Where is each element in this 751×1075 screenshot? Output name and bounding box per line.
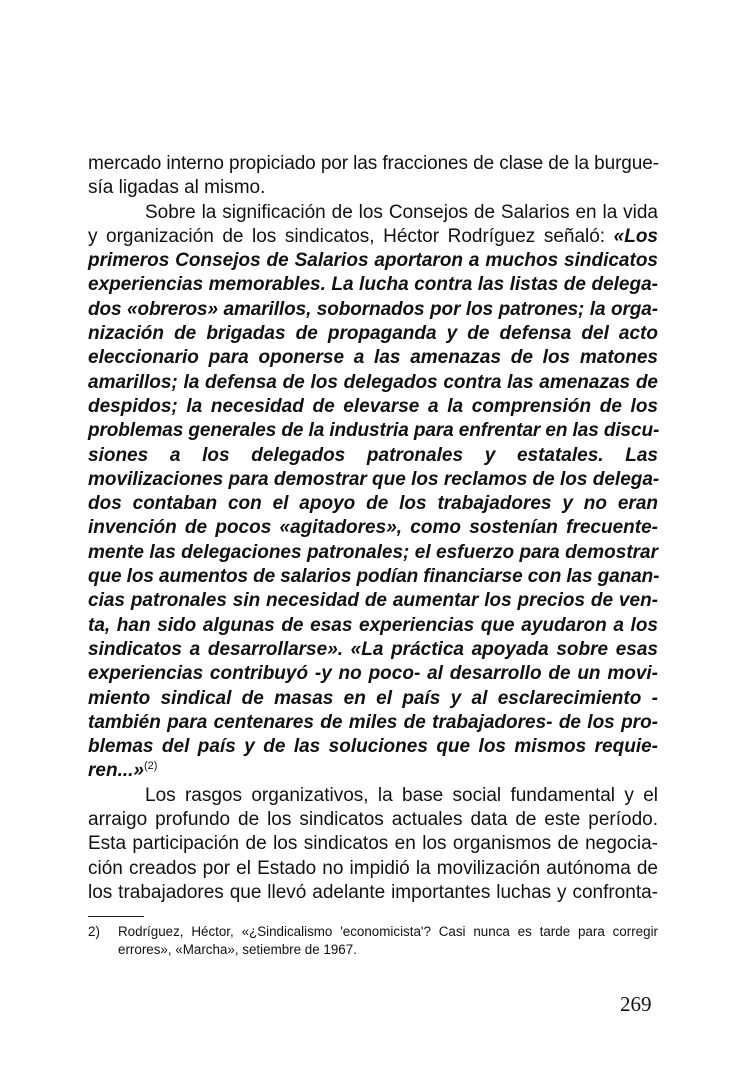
footnote-area <box>88 916 658 959</box>
text-line <box>88 419 658 443</box>
quoted-text: ren...» <box>88 760 144 782</box>
text-line <box>88 589 658 613</box>
text-line <box>88 273 658 297</box>
footnote <box>88 923 658 959</box>
quoted-text: dos «obreros» amarillos, sobornados por los patrones; la orga- <box>88 298 658 320</box>
text-line <box>88 201 658 225</box>
text-line <box>88 784 658 808</box>
text-line <box>88 468 658 492</box>
line-text: Esta participación de los sindicatos en los organismos de negocia- <box>88 833 658 855</box>
text-line <box>88 371 658 395</box>
quoted-text: miento sindical de masas en el país y al esclarecimiento - <box>88 687 658 709</box>
text-line <box>88 614 658 638</box>
text-line <box>88 711 658 735</box>
line-text: Sobre la significación de los Consejos de Salarios en la vida <box>145 201 658 223</box>
text-line <box>88 444 658 468</box>
quoted-text: primeros Consejos de Salarios aportaron a muchos sindicatos <box>88 250 658 272</box>
body-text <box>88 152 658 905</box>
quoted-text: que los aumentos de salarios podían financiarse con las ganan- <box>88 566 660 588</box>
quoted-text: eleccionario para oponerse a las amenazas de los matones <box>88 347 658 369</box>
quoted-text: problemas generales de la industria para enfrentar en las discu- <box>88 420 660 442</box>
text-line <box>88 492 658 516</box>
text-line <box>88 638 658 662</box>
quoted-text: despidos; la necesidad de elevarse a la comprensión de los <box>88 395 658 417</box>
text-line <box>88 322 658 346</box>
page-number: 269 <box>620 992 652 1016</box>
quoted-text: sindicatos a desarrollarse». «La práctica apoyada sobre esas <box>88 638 658 660</box>
text-line <box>88 346 658 370</box>
footnote-line: Rodríguez, Héctor, «¿Sindicalismo 'economicista'? Casi nunca es tarde para corregir <box>118 924 658 939</box>
line-text: Los rasgos organizativos, la base social fundamental y el <box>145 784 658 806</box>
line-text: los trabajadores que llevó adelante importantes luchas y confronta- <box>88 881 658 903</box>
line-text: y organización de los sindicatos, Héctor Rodríguez señaló: <box>88 225 614 247</box>
text-line <box>88 541 658 565</box>
quoted-text: experiencias memorables. La lucha contra las listas de delega- <box>88 274 658 296</box>
text-line <box>88 759 658 783</box>
line-text: mercado interno propiciado por las fracciones de clase de la burgue- <box>88 153 659 174</box>
footnote-line: errores», «Marcha», setiembre de 1967. <box>118 942 357 957</box>
text-line <box>88 881 658 905</box>
quoted-text: dos contaban con el apoyo de los trabajadores y no eran <box>88 493 658 515</box>
line-text: ción creados por el Estado no impidió la movilización autónoma de <box>88 857 658 879</box>
quoted-text: blemas del país y de las soluciones que los mismos requie- <box>88 736 658 758</box>
text-line <box>88 225 658 249</box>
text-line <box>88 152 658 176</box>
text-line <box>88 249 658 273</box>
footnote-reference[interactable]: (2) <box>143 760 158 773</box>
quoted-text: nización de brigadas de propaganda y de defensa del acto <box>88 323 658 345</box>
footnote-separator <box>88 916 144 917</box>
text-line <box>88 662 658 686</box>
quoted-text: siones a los delegados patronales y estatales. Las <box>88 444 658 466</box>
text-line <box>88 808 658 832</box>
line-text: arraigo profundo de los sindicatos actuales data de este período. <box>88 809 658 831</box>
quoted-text: experiencias contribuyó -y no poco- al desarrollo de un movi- <box>88 663 658 685</box>
text-line <box>88 516 658 540</box>
text-line <box>88 857 658 881</box>
text-line <box>88 395 658 419</box>
quoted-text: invención de pocos «agitadores», como sostenían frecuente- <box>88 517 658 539</box>
text-line <box>88 832 658 856</box>
quoted-text: ta, han sido algunas de esas experiencias que ayudaron a los <box>88 614 658 636</box>
footnote-number: 2) <box>88 924 100 939</box>
quoted-text: también para centenares de miles de trabajadores- de los pro- <box>88 711 658 733</box>
quoted-text: «Los <box>613 225 658 247</box>
quoted-text: mente las delegaciones patronales; el esfuerzo para demostrar <box>88 541 658 563</box>
text-line <box>88 735 658 759</box>
text-line <box>88 565 658 589</box>
quoted-text: cias patronales sin necesidad de aumentar los precios de ven- <box>88 590 658 612</box>
text-line <box>88 176 658 200</box>
line-text: sía ligadas al mismo. <box>88 177 266 199</box>
quoted-text: amarillos; la defensa de los delegados contra las amenazas de <box>88 371 658 393</box>
text-line <box>88 687 658 711</box>
quoted-text: movilizaciones para demostrar que los reclamos de los delega- <box>88 468 660 490</box>
text-line <box>88 298 658 322</box>
